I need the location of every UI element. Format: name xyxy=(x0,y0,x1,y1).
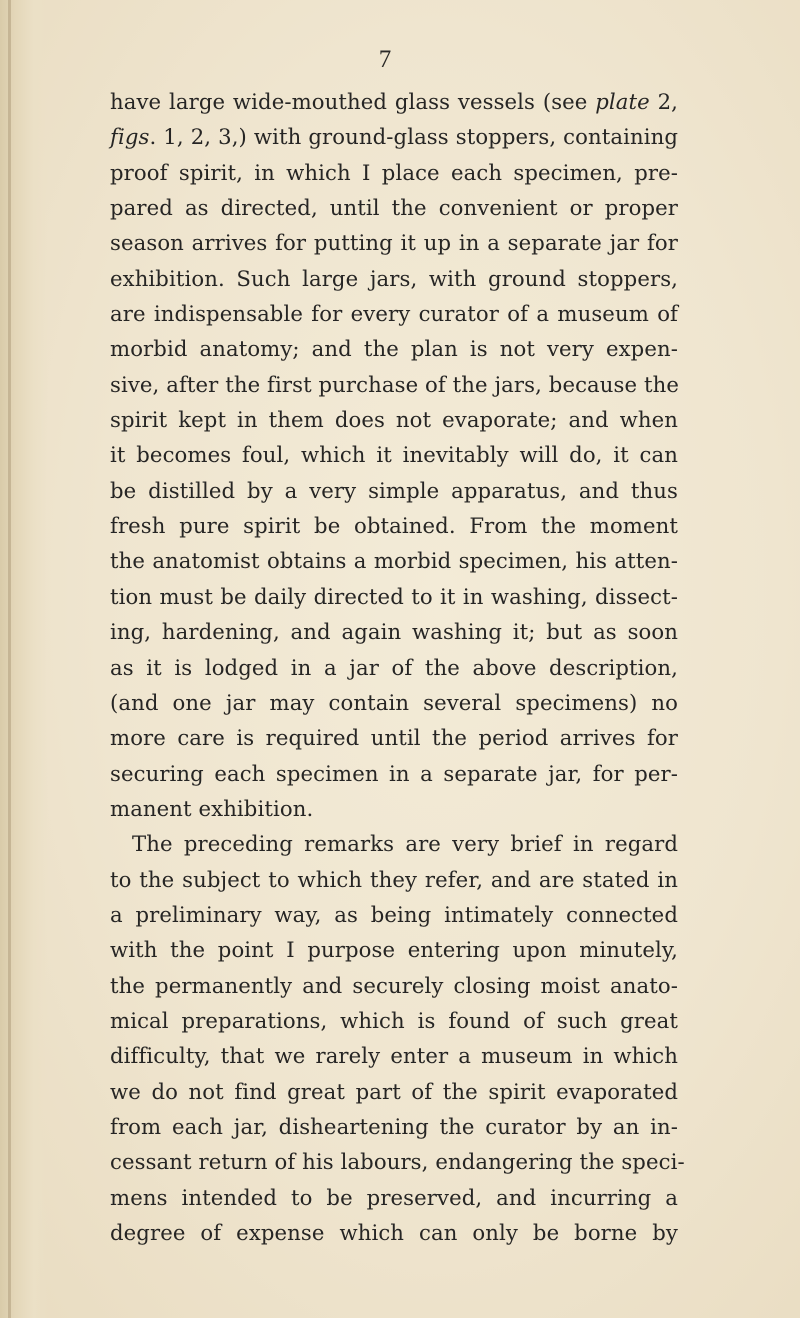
text-segment: as it is lodged in a jar of the above description, xyxy=(110,654,678,680)
text-line xyxy=(110,367,678,402)
binding-edge-line xyxy=(8,0,11,1318)
text-line xyxy=(110,437,678,472)
text-segment: be distilled by a very simple apparatus, and thus xyxy=(110,477,678,503)
text-line xyxy=(110,614,678,649)
text-line xyxy=(110,1109,678,1144)
text-segment: from each jar, disheartening the curator by an in- xyxy=(110,1113,678,1139)
text-line xyxy=(110,720,678,755)
text-line xyxy=(110,261,678,296)
text-line xyxy=(110,84,678,119)
italic-text-segment: plate xyxy=(595,89,650,114)
text-line xyxy=(110,190,678,225)
text-segment: more care is required until the period arrives for xyxy=(110,725,678,751)
italic-text-segment: figs xyxy=(110,124,150,150)
text-segment: the anatomist obtains a morbid specimen, his atten- xyxy=(110,548,678,574)
text-line xyxy=(110,473,678,508)
text-line xyxy=(110,155,678,190)
text-segment: it becomes foul, which it inevitably will do, it can xyxy=(110,442,678,468)
text-segment: mical preparations, which is found of such great xyxy=(110,1007,678,1033)
text-line xyxy=(110,968,678,1003)
text-line xyxy=(110,1074,678,1109)
text-segment: are indispensable for every curator of a museum of xyxy=(110,301,678,327)
text-segment: proof spirit, in which I place each specimen, pre- xyxy=(110,159,678,185)
text-line xyxy=(110,225,678,260)
text-segment: with the point I purpose entering upon minutely, xyxy=(110,937,678,963)
text-segment: pared as directed, until the convenient or proper xyxy=(110,195,678,221)
text-segment: The preceding remarks are very brief in regard xyxy=(132,831,678,857)
text-line xyxy=(110,331,678,366)
paragraph xyxy=(110,826,685,1250)
text-segment: season arrives for putting it up in a separate jar for xyxy=(110,230,678,256)
text-segment: spirit kept in them does not evaporate; and when xyxy=(110,407,678,433)
text-segment: morbid anatomy; and the plan is not very expen- xyxy=(110,336,678,362)
text-line xyxy=(110,543,678,578)
text-segment: a preliminary way, as being intimately connected xyxy=(110,901,678,927)
text-line xyxy=(110,1038,678,1073)
text-segment: degree of expense which can only be borne by xyxy=(110,1220,678,1245)
text-segment: ing, hardening, and again washing it; but as soon xyxy=(110,619,678,645)
text-segment: sive, after the first purchase of the jars, because the xyxy=(110,371,679,397)
page-number: 7 xyxy=(378,46,392,73)
text-segment: tion must be daily directed to it in washing, dissect- xyxy=(110,583,678,609)
text-line xyxy=(110,826,678,861)
text-segment: securing each specimen in a separate jar, for per- xyxy=(110,760,678,786)
text-line xyxy=(110,897,678,932)
text-segment: cessant return of his labours, endangering the speci- xyxy=(110,1149,685,1175)
text-segment: we do not find great part of the spirit evaporated xyxy=(110,1078,678,1104)
paragraph xyxy=(110,84,678,826)
text-line xyxy=(110,791,678,826)
text-segment: . 1, 2, 3,) with ground-glass stoppers, containing xyxy=(149,124,678,150)
text-segment: manent exhibition. xyxy=(110,795,314,821)
text-line xyxy=(110,508,678,543)
text-segment: the permanently and securely closing moist anato- xyxy=(110,972,678,998)
text-line xyxy=(110,862,678,897)
text-segment: fresh pure spirit be obtained. From the moment xyxy=(110,513,678,539)
text-line xyxy=(110,296,678,331)
text-line xyxy=(110,756,678,791)
text-segment: 2, xyxy=(649,89,678,114)
body-text xyxy=(110,84,685,1250)
text-line xyxy=(110,932,678,967)
text-line xyxy=(110,1180,678,1215)
text-segment: exhibition. Such large jars, with ground stoppers, xyxy=(110,265,678,291)
text-segment: to the subject to which they refer, and are stated in xyxy=(110,866,678,892)
text-line xyxy=(110,1215,678,1250)
text-line xyxy=(110,685,678,720)
text-line xyxy=(110,650,678,685)
text-segment: mens intended to be preserved, and incurring a xyxy=(110,1184,678,1210)
text-segment: difficulty, that we rarely enter a museum in which xyxy=(110,1043,678,1069)
text-segment: (and one jar may contain several specimens) no xyxy=(110,689,678,715)
text-line xyxy=(110,402,678,437)
text-line xyxy=(110,1144,685,1179)
text-line xyxy=(110,119,678,154)
text-line xyxy=(110,579,678,614)
text-segment: have large wide-mouthed glass vessels (see xyxy=(110,89,596,114)
text-line xyxy=(110,1003,678,1038)
